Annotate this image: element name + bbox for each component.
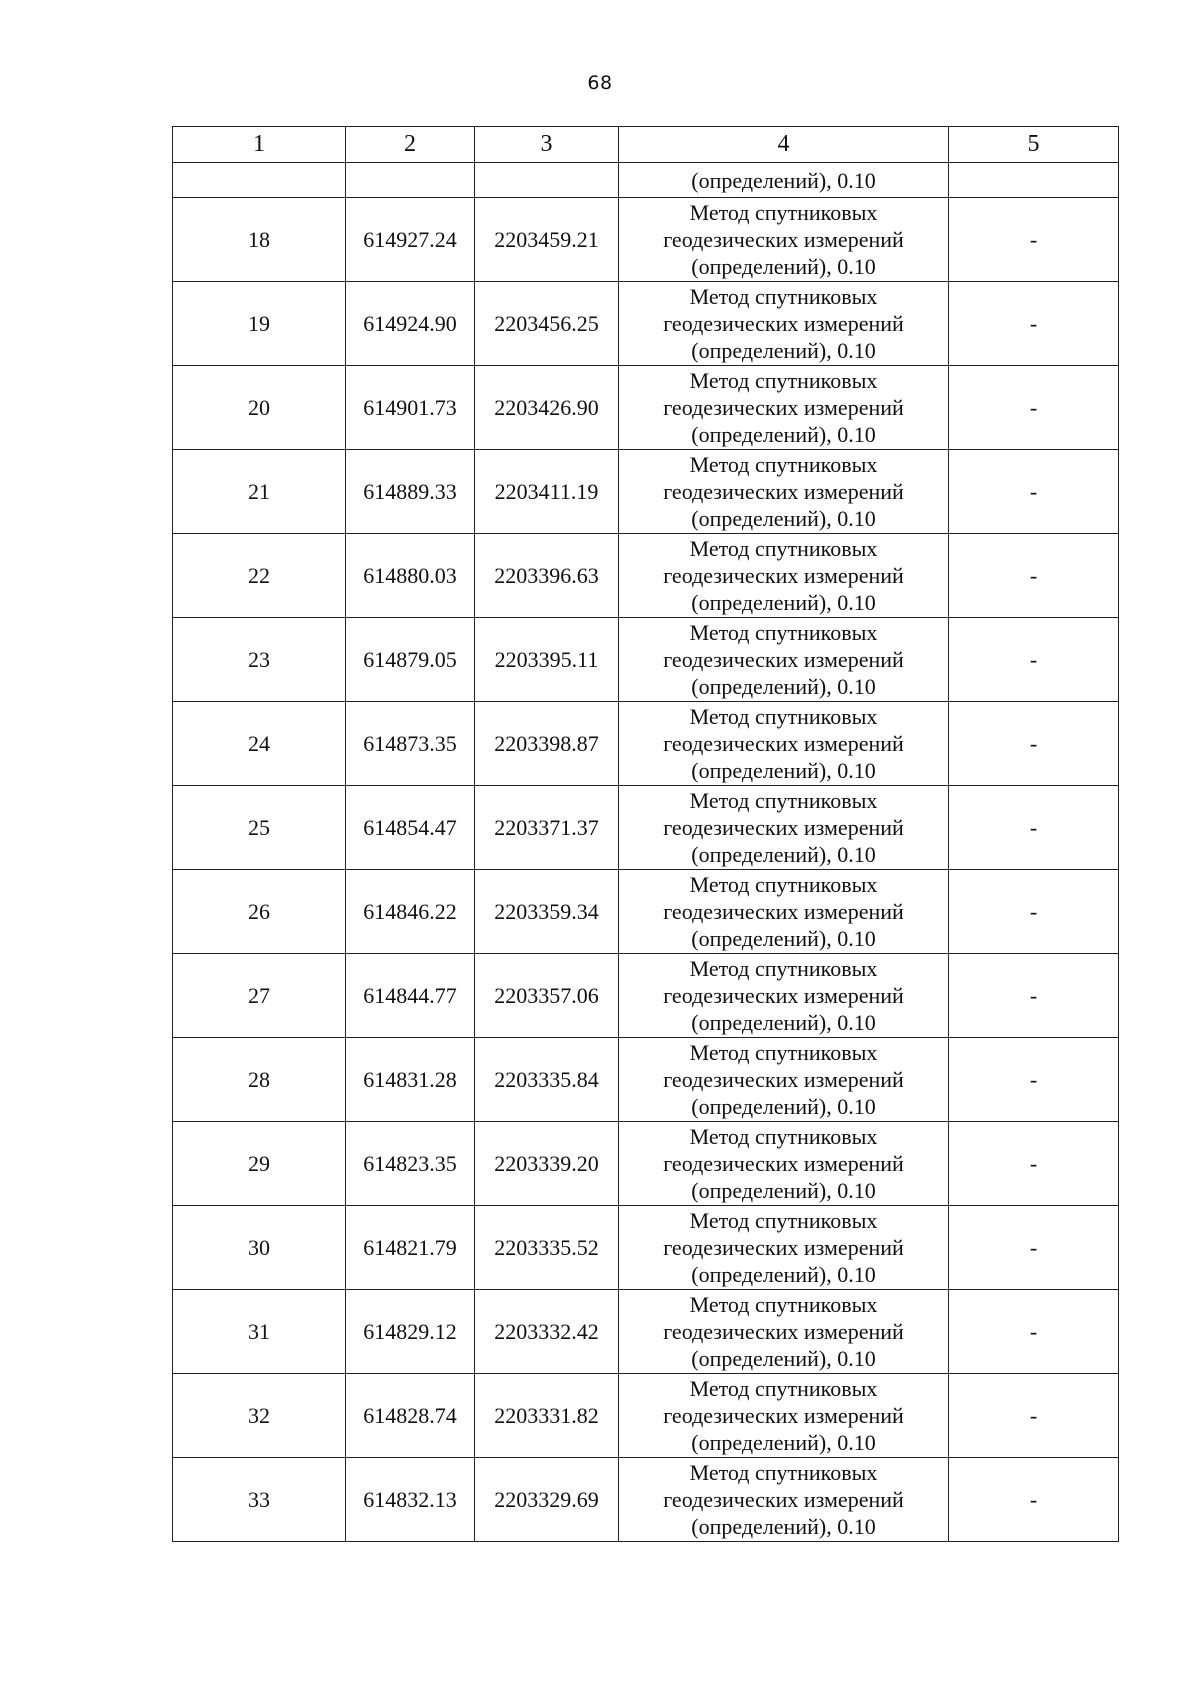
table-row — [173, 954, 1119, 1038]
table-row — [173, 1122, 1119, 1206]
point-number-cell: 20 — [173, 366, 346, 450]
method-line: Метод спутниковых — [689, 1376, 878, 1401]
method-line: Метод спутниковых — [689, 956, 878, 981]
method-line: геодезических измерений — [663, 731, 904, 756]
point-number-cell: 26 — [173, 870, 346, 954]
method-line: Метод спутниковых — [689, 200, 878, 225]
method-cell — [619, 1122, 949, 1206]
note-cell: - — [949, 450, 1119, 534]
x-coordinate-cell: 614829.12 — [346, 1290, 475, 1374]
x-coordinate-cell: 614880.03 — [346, 534, 475, 618]
method-cell — [619, 366, 949, 450]
x-coordinate-cell: 614828.74 — [346, 1374, 475, 1458]
table-cell — [173, 163, 346, 198]
method-line: (определений), 0.10 — [691, 1262, 876, 1287]
point-number-cell: 33 — [173, 1458, 346, 1542]
y-coordinate-cell: 2203359.34 — [475, 870, 619, 954]
method-line: (определений), 0.10 — [691, 506, 876, 531]
method-cell — [619, 450, 949, 534]
method-line: геодезических измерений — [663, 227, 904, 252]
note-cell: - — [949, 702, 1119, 786]
method-line: (определений), 0.10 — [691, 254, 876, 279]
method-line: (определений), 0.10 — [691, 1094, 876, 1119]
note-cell: - — [949, 1374, 1119, 1458]
y-coordinate-cell: 2203335.52 — [475, 1206, 619, 1290]
method-line: Метод спутниковых — [689, 1292, 878, 1317]
y-coordinate-cell: 2203426.90 — [475, 366, 619, 450]
method-cell — [619, 1374, 949, 1458]
method-cell — [619, 1290, 949, 1374]
method-cell — [619, 1038, 949, 1122]
table-cell: (определений), 0.10 — [619, 163, 949, 198]
method-cell — [619, 282, 949, 366]
y-coordinate-cell: 2203456.25 — [475, 282, 619, 366]
method-cell — [619, 534, 949, 618]
x-coordinate-cell: 614889.33 — [346, 450, 475, 534]
method-line: Метод спутниковых — [689, 452, 878, 477]
point-number-cell: 23 — [173, 618, 346, 702]
x-coordinate-cell: 614844.77 — [346, 954, 475, 1038]
point-number-cell: 25 — [173, 786, 346, 870]
note-cell: - — [949, 534, 1119, 618]
column-header: 5 — [949, 127, 1119, 163]
column-header: 1 — [173, 127, 346, 163]
table-row — [173, 1374, 1119, 1458]
method-line: Метод спутниковых — [689, 284, 878, 309]
note-cell: - — [949, 1458, 1119, 1542]
page-number: 68 — [587, 72, 613, 94]
method-line: (определений), 0.10 — [691, 1346, 876, 1371]
method-cell — [619, 870, 949, 954]
y-coordinate-cell: 2203331.82 — [475, 1374, 619, 1458]
method-line: Метод спутниковых — [689, 536, 878, 561]
method-line: (определений), 0.10 — [691, 1178, 876, 1203]
method-line: (определений), 0.10 — [691, 338, 876, 363]
y-coordinate-cell: 2203411.19 — [475, 450, 619, 534]
table-row — [173, 1458, 1119, 1542]
table-row — [173, 534, 1119, 618]
method-line: геодезических измерений — [663, 983, 904, 1008]
note-cell: - — [949, 282, 1119, 366]
table-row — [173, 366, 1119, 450]
method-line: геодезических измерений — [663, 479, 904, 504]
table-row — [173, 282, 1119, 366]
method-cell — [619, 786, 949, 870]
point-number-cell: 31 — [173, 1290, 346, 1374]
point-number-cell: 21 — [173, 450, 346, 534]
table-cell — [949, 163, 1119, 198]
note-cell: - — [949, 1038, 1119, 1122]
method-line: (определений), 0.10 — [691, 1010, 876, 1035]
method-cell — [619, 954, 949, 1038]
point-number-cell: 28 — [173, 1038, 346, 1122]
method-line: геодезических измерений — [663, 1151, 904, 1176]
method-line: (определений), 0.10 — [691, 758, 876, 783]
point-number-cell: 22 — [173, 534, 346, 618]
x-coordinate-cell: 614831.28 — [346, 1038, 475, 1122]
method-line: геодезических измерений — [663, 563, 904, 588]
method-line: Метод спутниковых — [689, 788, 878, 813]
column-header: 3 — [475, 127, 619, 163]
method-line: Метод спутниковых — [689, 1460, 878, 1485]
y-coordinate-cell: 2203396.63 — [475, 534, 619, 618]
method-line: (определений), 0.10 — [691, 842, 876, 867]
method-line: геодезических измерений — [663, 1487, 904, 1512]
method-line: Метод спутниковых — [689, 704, 878, 729]
note-cell: - — [949, 1122, 1119, 1206]
note-cell: - — [949, 618, 1119, 702]
note-cell: - — [949, 198, 1119, 282]
x-coordinate-cell: 614846.22 — [346, 870, 475, 954]
coordinates-table — [172, 126, 1119, 1542]
table-row — [173, 1206, 1119, 1290]
note-cell: - — [949, 1290, 1119, 1374]
table-body — [173, 127, 1119, 1542]
x-coordinate-cell: 614927.24 — [346, 198, 475, 282]
method-line: геодезических измерений — [663, 1235, 904, 1260]
method-line: геодезических измерений — [663, 1067, 904, 1092]
y-coordinate-cell: 2203357.06 — [475, 954, 619, 1038]
method-cell — [619, 702, 949, 786]
table-row — [173, 618, 1119, 702]
x-coordinate-cell: 614832.13 — [346, 1458, 475, 1542]
table-cell — [346, 163, 475, 198]
method-cell — [619, 198, 949, 282]
point-number-cell: 24 — [173, 702, 346, 786]
y-coordinate-cell: 2203339.20 — [475, 1122, 619, 1206]
method-line: геодезических измерений — [663, 1403, 904, 1428]
method-line: Метод спутниковых — [689, 872, 878, 897]
x-coordinate-cell: 614821.79 — [346, 1206, 475, 1290]
column-header: 4 — [619, 127, 949, 163]
table-cell — [475, 163, 619, 198]
method-line: геодезических измерений — [663, 395, 904, 420]
table-row — [173, 1290, 1119, 1374]
point-number-cell: 18 — [173, 198, 346, 282]
note-cell: - — [949, 954, 1119, 1038]
table-row — [173, 450, 1119, 534]
y-coordinate-cell: 2203335.84 — [475, 1038, 619, 1122]
table-row — [173, 786, 1119, 870]
table-row — [173, 198, 1119, 282]
y-coordinate-cell: 2203332.42 — [475, 1290, 619, 1374]
method-line: (определений), 0.10 — [691, 1430, 876, 1455]
note-cell: - — [949, 786, 1119, 870]
x-coordinate-cell: 614924.90 — [346, 282, 475, 366]
table-header-row — [173, 127, 1119, 163]
point-number-cell: 32 — [173, 1374, 346, 1458]
method-line: геодезических измерений — [663, 815, 904, 840]
method-line: геодезических измерений — [663, 311, 904, 336]
y-coordinate-cell: 2203371.37 — [475, 786, 619, 870]
y-coordinate-cell: 2203329.69 — [475, 1458, 619, 1542]
note-cell: - — [949, 870, 1119, 954]
point-number-cell: 29 — [173, 1122, 346, 1206]
method-cell — [619, 1458, 949, 1542]
x-coordinate-cell: 614901.73 — [346, 366, 475, 450]
continuation-row — [173, 163, 1119, 198]
method-cell — [619, 618, 949, 702]
note-cell: - — [949, 366, 1119, 450]
point-number-cell: 19 — [173, 282, 346, 366]
method-line: Метод спутниковых — [689, 1124, 878, 1149]
method-line: (определений), 0.10 — [691, 422, 876, 447]
y-coordinate-cell: 2203395.11 — [475, 618, 619, 702]
note-cell: - — [949, 1206, 1119, 1290]
table-row — [173, 1038, 1119, 1122]
method-line: (определений), 0.10 — [691, 674, 876, 699]
x-coordinate-cell: 614854.47 — [346, 786, 475, 870]
point-number-cell: 27 — [173, 954, 346, 1038]
x-coordinate-cell: 614879.05 — [346, 618, 475, 702]
method-line: (определений), 0.10 — [691, 590, 876, 615]
table-row — [173, 702, 1119, 786]
method-line: Метод спутниковых — [689, 620, 878, 645]
method-line: Метод спутниковых — [689, 1040, 878, 1065]
method-line: геодезических измерений — [663, 899, 904, 924]
method-line: (определений), 0.10 — [691, 1514, 876, 1539]
method-line: Метод спутниковых — [689, 1208, 878, 1233]
method-line: геодезических измерений — [663, 1319, 904, 1344]
method-line: Метод спутниковых — [689, 368, 878, 393]
y-coordinate-cell: 2203459.21 — [475, 198, 619, 282]
point-number-cell: 30 — [173, 1206, 346, 1290]
y-coordinate-cell: 2203398.87 — [475, 702, 619, 786]
method-line: (определений), 0.10 — [691, 926, 876, 951]
table-row — [173, 870, 1119, 954]
column-header: 2 — [346, 127, 475, 163]
x-coordinate-cell: 614823.35 — [346, 1122, 475, 1206]
x-coordinate-cell: 614873.35 — [346, 702, 475, 786]
method-cell — [619, 1206, 949, 1290]
method-line: геодезических измерений — [663, 647, 904, 672]
